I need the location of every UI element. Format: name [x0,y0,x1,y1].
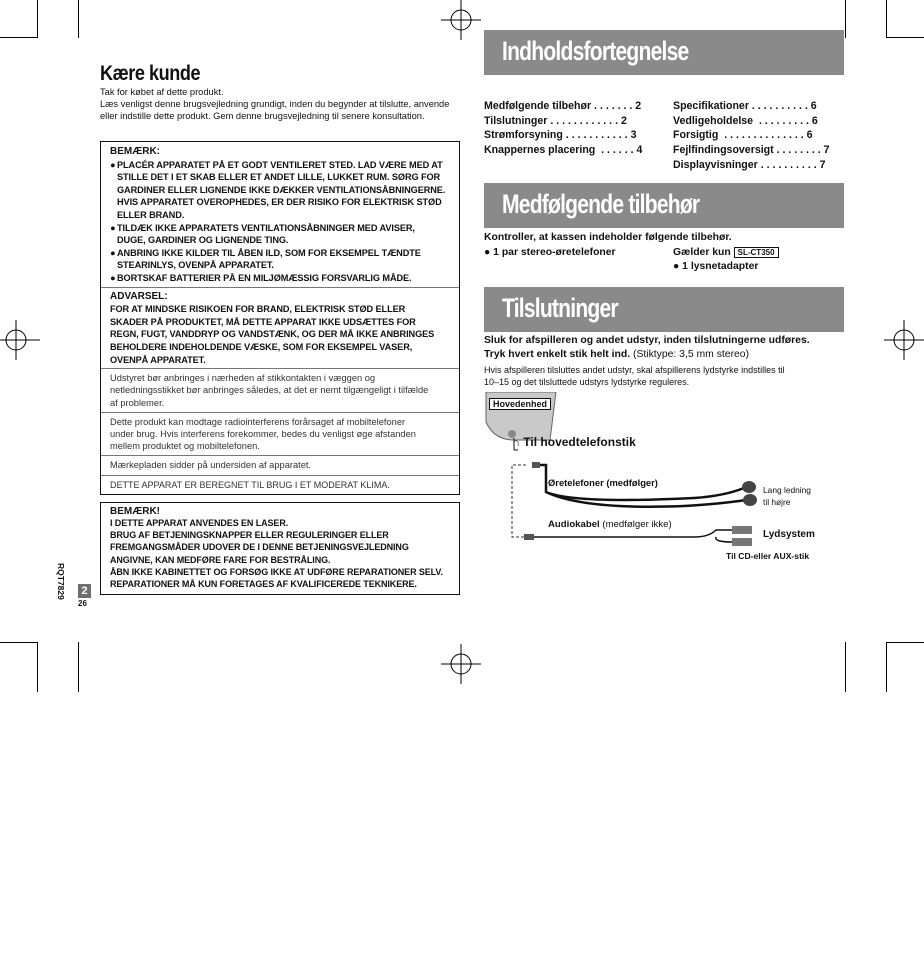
jack-label [512,435,636,449]
accessory-label: 1 lysnetadapter [682,261,759,272]
connections-normal: (Stiktype: 3,5 mm stereo) [630,349,750,360]
page-tab: 2 [78,584,91,598]
audio-cable [534,530,732,542]
connection-diagram [484,392,844,572]
registration-mark-icon [441,0,481,40]
connections-note-line: Hvis afspilleren tilsluttes andet udstyr, skal afspillerens lydstyrke indstilles til [484,365,785,375]
audio-cable-normal: (medfølger ikke) [599,519,672,530]
socket-section [101,369,459,413]
warning-section [101,288,459,370]
crop-mark [845,0,846,38]
notice-list [110,159,451,285]
greeting-text [100,86,470,122]
accessory-item-earphones: ● 1 par stereo-øretelefoner [484,247,616,258]
earbud-icon [742,481,756,493]
connections-line: Sluk for afspilleren og andet udstyr, inden tilslutningerne udføres. [484,335,810,346]
interference-line: under brug. Hvis interferens forekommer, bedes du venligst øge afstanden [110,428,416,439]
crop-mark [886,642,924,643]
connections-title: Tilslutninger [502,293,618,323]
list-line: STEARINLYS, OVENPÅ APPARATET. [117,260,274,271]
toc-left [484,99,642,158]
page-number: 26 [78,599,87,608]
list-item: ● BORTSKAF BATTERIER PÅ EN MILJØMÆSSIG FORSVARLIG MÅDE. [110,272,412,283]
laser-heading: BEMÆRK! [110,506,160,517]
toc-item[interactable]: Forsigtig . . . . . . . . . . . . . . 6 [673,129,813,142]
toc-item[interactable]: Tilslutninger . . . . . . . . . . . . 2 [484,114,627,127]
list-line: PLACÉR APPARATET PÅ ET GODT VENTILERET STED. LAD VÆRE MED AT [117,159,443,170]
aux-label: Til CD-eller AUX-stik [726,551,810,561]
earbud-icon [743,494,757,506]
crop-mark [886,37,924,38]
list-item: ● ANBRING IKKE KILDER TIL ÅBEN ILD, SOM FOR EKSEMPEL TÆNDTE STEARINLYS, OVENPÅ APPARATET. [110,247,421,271]
long-cord-line: til højre [763,497,791,507]
greeting-line: eller indstille dette produkt. Gem denne brugsvejledning til senere konsultation. [100,111,425,121]
connections-bold: Tryk hvert enkelt stik helt ind. [484,349,631,360]
toc-title: Indholdsfortegnelse [502,36,689,66]
greeting-line: Læs venligst denne brugsvejledning grundigt, inden du begynder at tilslutte, anvende [100,99,450,109]
laser-notice-box [100,502,460,595]
list-item: ● PLACÉR APPARATET PÅ ET GODT VENTILERET STED. LAD VÆRE MED AT STILLE DET I ET SKAB ELLER ET ANDET LILLE, LUKKET RUM. SØRG FOR GARDINER ELLER LIGNENDE IKKE DÆKKER VENTILATIONSÅBNINGERNE. HVIS APPARATET OVEROPHEDES, ER DER RISIKO FOR ELEKTRISK STØD ELLER BRAND. [110,159,446,220]
registration-mark-icon [441,644,481,684]
warning-line: FOR AT MINDSKE RISIKOEN FOR BRAND, ELEKTRISK STØD ELLER [110,304,406,315]
audio-plug-icon [524,534,534,540]
earphone-plug-icon [532,462,540,468]
accessories-intro: Kontroller, at kassen indeholder følgende tilbehør. [484,232,732,243]
interference-line: Dette produkt kan modtage radiointerferens forårsaget af mobiltelefoner [110,416,406,427]
list-line: ELLER BRAND. [117,209,185,220]
toc-item[interactable]: Displayvisninger . . . . . . . . . . 7 [673,158,826,171]
jack-text: Til hovedtelefonstik [523,435,636,449]
registration-mark-icon [0,320,40,360]
earphones-label: Øretelefoner (medfølger) [548,477,658,488]
laser-line: ANGIVNE, KAN MEDFØRE FARE FOR BESTRÅLING. [110,554,331,565]
model-badge: SL-CT350 [734,247,779,258]
toc-item[interactable]: Vedligeholdelse . . . . . . . . . 6 [673,114,818,127]
crop-mark [0,37,38,38]
interference-section [101,413,459,457]
accessory-item-adapter: ● 1 lysnetadapter [673,261,759,272]
socket-line: netledningsstikket bør anbringes således, at det er nemt tilgængeligt i tilfælde [110,385,429,396]
safety-notice-box [100,141,460,495]
list-line: TILDÆK IKKE APPARATETS VENTILATIONSÅBNINGER MED AVISER, [117,222,415,233]
crop-mark [886,0,887,38]
laser-line: FREMGANGSMÅDER UDOVER DE I DENNE BETJENINGSVEJLEDNING [110,542,409,553]
accessories-banner [484,183,844,228]
long-cord-note [763,484,811,508]
socket-line: af problemer. [110,397,165,408]
list-line: DUGE, GARDINER OG LIGNENDE TING. [117,235,289,246]
crop-mark [845,642,846,692]
toc-item[interactable]: Fejlfindingsoversigt . . . . . . . . 7 [673,144,830,157]
connections-line [484,349,749,360]
toc-item[interactable]: Strømforsyning . . . . . . . . . . . 3 [484,129,637,142]
crop-mark [886,642,887,692]
warning-line: BEHOLDERE INDEHOLDENDE VÆSKE, SOM FOR EKSEMPEL VASER, [110,341,413,352]
crop-mark [0,642,38,643]
audio-cable-bold: Audiokabel [548,519,600,530]
connections-banner [484,287,844,332]
document-code: RQT7829 [56,563,66,600]
registration-mark-icon [884,320,924,360]
socket-line: Udstyret bør anbringes i nærheden af stikkontakten i væggen og [110,373,376,384]
applies-only [673,247,779,258]
list-line: GARDINER ELLER LIGNENDE IKKE DÆKKER VENTILATIONSÅBNINGERNE. [117,184,446,195]
crop-mark [78,642,79,692]
climate-text: DETTE APPARAT ER BEREGNET TIL BRUG I ET MODERAT KLIMA. [110,479,390,490]
laser-line: BRUG AF BETJENINGSKNAPPER ELLER REGULERINGER ELLER [110,530,389,541]
notice-heading: BEMÆRK: [110,146,160,157]
laser-line: REPARATIONER MÅ KUN FORETAGES AF KVALIFICEREDE TEKNIKERE. [110,579,417,590]
warning-line: REGN, FUGT, VANDDRYP OG VANDSTÆNK, OG DER MÅ IKKE ANBRINGES [110,329,435,340]
list-line: HVIS APPARATET OVEROPHEDES, ER DER RISIKO FOR ELEKTRISK STØD [117,197,442,208]
rca-plug-icon [732,526,752,534]
toc-item[interactable]: Medfølgende tilbehør . . . . . . . 2 [484,100,642,112]
laser-line: ÅBN IKKE KABINETTET OG FORSØG IKKE AT UDFØRE REPARATIONER SELV. [110,566,443,577]
toc-right [673,99,830,173]
crop-mark [37,642,38,692]
accessory-label: 1 par stereo-øretelefoner [493,247,616,258]
warning-heading: ADVARSEL: [110,290,168,302]
crop-mark [78,0,79,38]
climate-section [101,476,459,494]
connections-note [484,364,785,388]
rca-plug-icon [732,538,752,546]
toc-item[interactable]: Knappernes placering . . . . . . 4 [484,144,643,157]
connections-note-line: 10–15 og det tilsluttede udstyrs lydstyrke reguleres. [484,377,690,387]
interference-line: mellem produktet og mobiltelefonen. [110,441,260,452]
rating-plate-section [101,456,459,475]
audio-cable-label [548,519,672,530]
list-line: STILLE DET I ET SKAB ELLER ET ANDET LILLE, LUKKET RUM. SØRG FOR [117,172,441,183]
toc-item[interactable]: Specifikationer . . . . . . . . . . 6 [673,100,817,112]
warning-line: SKADER PÅ PRODUKTET, MÅ DETTE APPARAT IKKE UDSÆTTES FOR [110,316,416,327]
list-line: ANBRING IKKE KILDER TIL ÅBEN ILD, SOM FOR EKSEMPEL TÆNDTE [117,247,421,258]
applies-label: Gælder kun [673,247,731,258]
warning-line: OVENPÅ APPARATET. [110,354,206,365]
list-item: ● TILDÆK IKKE APPARATETS VENTILATIONSÅBNINGER MED AVISER, DUGE, GARDINER OG LIGNENDE TING. [110,222,415,246]
laser-line: I DETTE APPARAT ANVENDES EN LASER. [110,518,289,528]
crop-mark [37,0,38,38]
notice-section [101,142,459,288]
greeting-line: Tak for købet af dette produkt. [100,87,224,97]
greeting-title: Kære kunde [100,62,201,85]
list-line: BORTSKAF BATTERIER PÅ EN MILJØMÆSSIG FORSVARLIG MÅDE. [117,272,412,283]
rating-plate-text: Mærkepladen sidder på undersiden af apparatet. [110,460,312,471]
long-cord-line: Lang ledning [763,485,811,495]
system-label: Lydsystem [763,529,815,540]
accessories-title: Medfølgende tilbehør [502,189,700,219]
headphone-icon: ∩ [512,437,520,449]
main-unit-label: Hovedenhed [489,398,551,410]
toc-banner [484,30,844,75]
